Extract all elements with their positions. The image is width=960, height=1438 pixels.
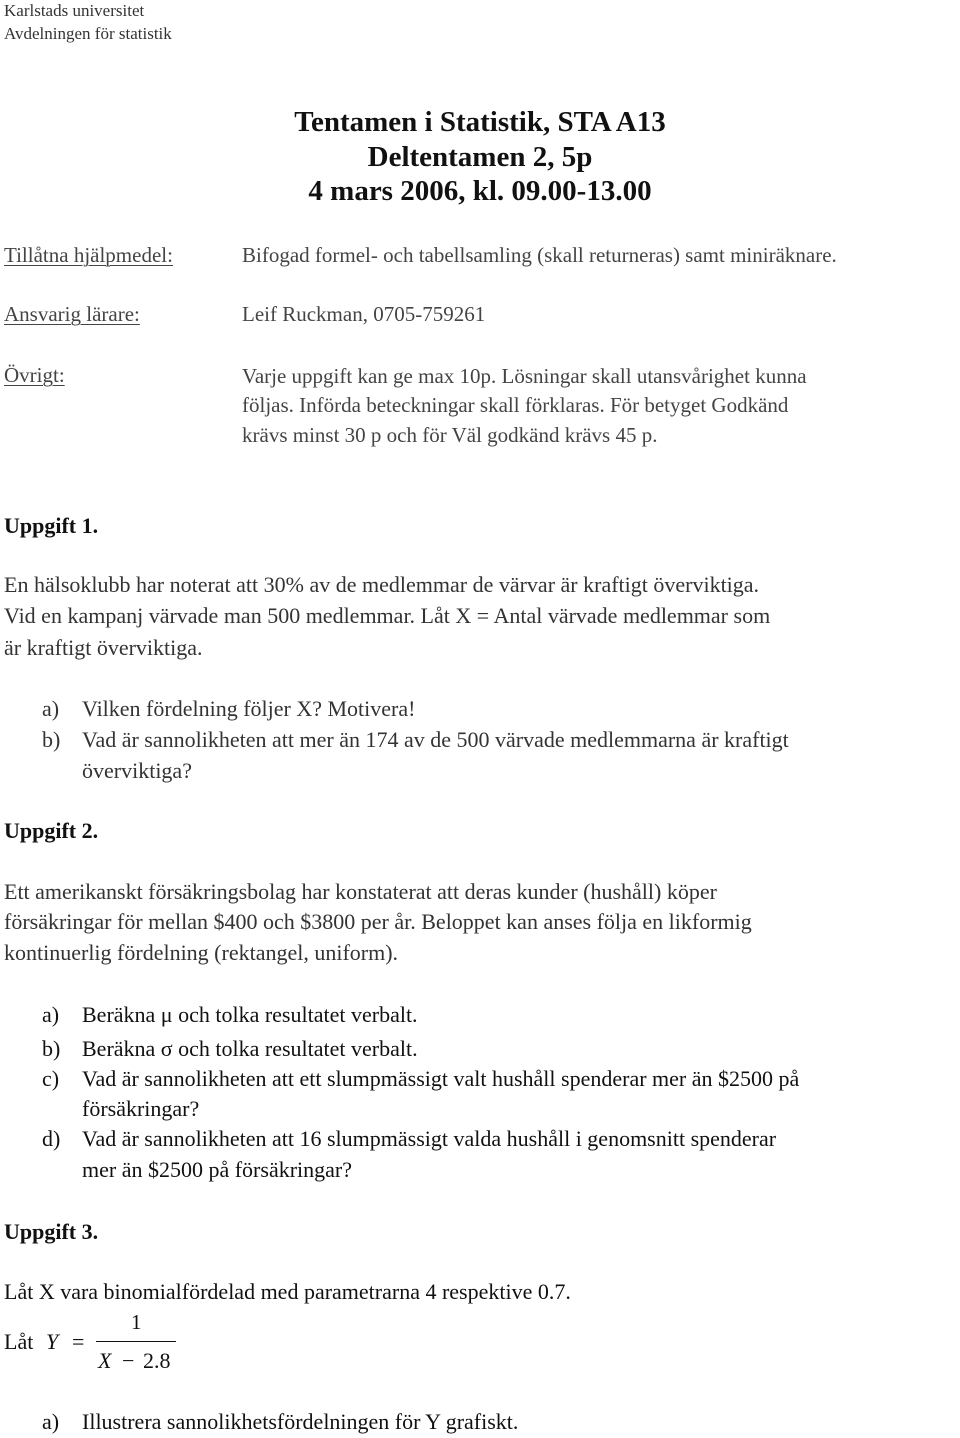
task2-item-d: Vad är sannolikheten att 16 slumpmässigt valda hushåll i genomsnitt spenderar (82, 1126, 777, 1151)
task2-item-letter: c) (42, 1066, 60, 1091)
task3-text: Låt X vara binomialfördelad med parametrarna 4 respektive 0.7. (4, 1279, 571, 1304)
formula-numerator: 1 (131, 1310, 142, 1334)
formula-denominator-op: − (122, 1348, 135, 1373)
fraction-bar (96, 1341, 176, 1342)
formula-denominator-num: 2.8 (143, 1348, 171, 1373)
task2-item-letter: d) (42, 1126, 61, 1151)
task2-item-letter: b) (42, 1036, 61, 1061)
task2-item-a: Beräkna μ och tolka resultatet verbalt. (82, 1002, 418, 1027)
task2-text-line: försäkringar för mellan $400 och $3800 per år. Beloppet kan anses följa en likformig (4, 909, 752, 934)
aids-value: Bifogad formel- och tabellsamling (skall returneras) samt miniräknare. (242, 243, 837, 267)
aids-label: Tillåtna hjälpmedel: (4, 243, 173, 267)
formula-lhs: Y (46, 1329, 59, 1354)
university-name: Karlstads universitet (4, 1, 145, 20)
department-name: Avdelningen för statistik (4, 24, 172, 43)
exam-title: Tentamen i Statistik, STA A13 (294, 106, 666, 138)
task3-item-a: Illustrera sannolikhetsfördelningen för Y grafiskt. (82, 1409, 519, 1434)
other-line: Varje uppgift kan ge max 10p. Lösningar skall utansvårighet kunna (242, 364, 807, 388)
other-line: följas. Införda beteckningar skall förklaras. För betyget Godkänd (242, 393, 789, 417)
formula-prefix: Låt (4, 1329, 34, 1354)
task1-item-a: Vilken fördelning följer X? Motivera! (82, 696, 416, 721)
task1-item-b: Vad är sannolikheten att mer än 174 av de 500 värvade medlemmarna är kraftigt (82, 727, 789, 752)
formula-denominator-var: X (98, 1348, 112, 1373)
task2-item-letter: a) (42, 1002, 60, 1027)
task1-text-line: är kraftigt överviktiga. (4, 635, 203, 660)
task2-item-d-cont: mer än $2500 på försäkringar? (82, 1157, 353, 1182)
other-line: krävs minst 30 p och för Väl godkänd krävs 45 p. (242, 423, 658, 447)
formula-equals: = (72, 1329, 85, 1354)
task3-heading: Uppgift 3. (4, 1219, 99, 1244)
other-label: Övrigt: (4, 363, 65, 387)
task1-item-letter: a) (42, 696, 60, 721)
task2-item-b: Beräkna σ och tolka resultatet verbalt. (82, 1036, 418, 1061)
task1-item-b-cont: överviktiga? (82, 758, 192, 783)
task2-text-line: kontinuerlig fördelning (rektangel, uniform). (4, 940, 399, 965)
task1-text-line: Vid en kampanj värvade man 500 medlemmar. Låt X = Antal värvade medlemmar som (4, 603, 771, 628)
task2-item-c: Vad är sannolikheten att ett slumpmässigt valt hushåll spenderar mer än $2500 på (82, 1066, 800, 1091)
teacher-label: Ansvarig lärare: (4, 302, 140, 326)
task1-heading: Uppgift 1. (4, 513, 99, 538)
task1-item-letter: b) (42, 727, 61, 752)
task1-text-line: En hälsoklubb har noterat att 30% av de medlemmar de värvar är kraftigt överviktiga. (4, 572, 760, 597)
exam-subtitle: Deltentamen 2, 5p (367, 141, 593, 173)
task3-item-letter: a) (42, 1409, 60, 1434)
task2-heading: Uppgift 2. (4, 818, 99, 843)
teacher-value: Leif Ruckman, 0705-759261 (242, 302, 486, 326)
task2-item-c-cont: försäkringar? (82, 1096, 200, 1121)
exam-date: 4 mars 2006, kl. 09.00-13.00 (308, 175, 652, 207)
task2-text-line: Ett amerikanskt försäkringsbolag har konstaterat att deras kunder (hushåll) köper (4, 879, 717, 904)
